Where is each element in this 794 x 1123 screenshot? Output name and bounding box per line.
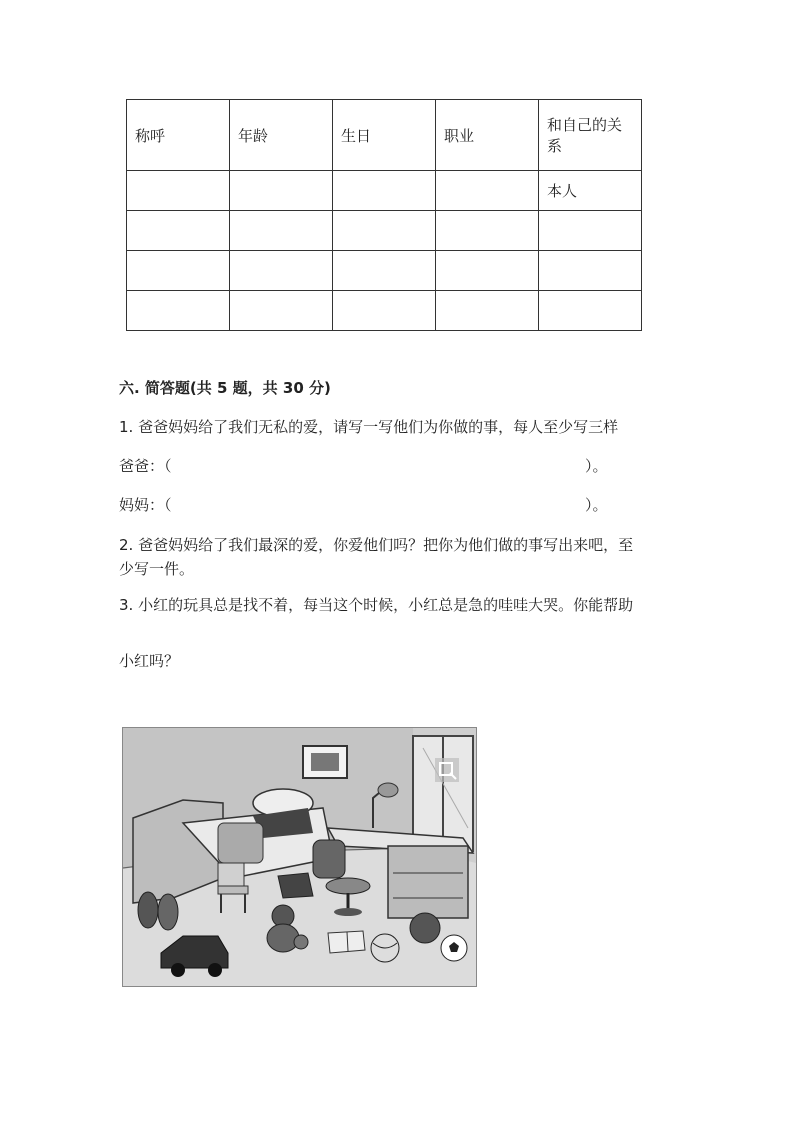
table-row	[127, 251, 642, 291]
question-3-line-2: 小红吗？	[119, 652, 180, 670]
question-3-line-1: 3. 小红的玩具总是找不着，每当这个时候，小红总是急的哇哇大哭。你能帮助	[119, 596, 634, 614]
question-2-line-2: 少写一件。	[119, 560, 195, 578]
header-cell: 职业	[436, 100, 539, 171]
table-cell[interactable]	[436, 211, 539, 251]
table-cell[interactable]	[230, 171, 333, 211]
question-1-text: 1. 爸爸妈妈给了我们无私的爱，请写一写他们为你做的事，每人至少写三样	[119, 418, 619, 436]
dad-answer-close: ）。	[585, 457, 608, 475]
table-row	[127, 291, 642, 331]
messy-room-illustration	[122, 727, 477, 987]
table-cell[interactable]	[436, 291, 539, 331]
table-row	[127, 171, 642, 211]
mom-answer-close: ）。	[585, 496, 608, 514]
table-cell[interactable]	[436, 171, 539, 211]
table-cell[interactable]	[333, 291, 436, 331]
zoom-icon[interactable]	[435, 758, 459, 782]
table-cell[interactable]	[539, 291, 642, 331]
question-2-line-1: 2. 爸爸妈妈给了我们最深的爱，你爱他们吗？把你为他们做的事写出来吧，至	[119, 536, 634, 554]
table-cell[interactable]	[539, 211, 642, 251]
header-cell: 称呼	[127, 100, 230, 171]
table-cell[interactable]	[539, 251, 642, 291]
table-cell[interactable]	[230, 211, 333, 251]
header-cell: 生日	[333, 100, 436, 171]
table-cell: 本人	[539, 171, 642, 211]
table-header-row	[127, 100, 642, 171]
window-icon	[413, 736, 473, 851]
table-cell[interactable]	[127, 251, 230, 291]
family-info-table	[126, 99, 642, 331]
table-cell[interactable]	[230, 251, 333, 291]
table-cell[interactable]	[127, 291, 230, 331]
section-title: 六. 简答题(共 5 题，共 30 分)	[119, 379, 331, 397]
dad-answer-label: 爸爸：（	[119, 457, 172, 475]
table-cell[interactable]	[230, 291, 333, 331]
mom-answer-label: 妈妈：（	[119, 496, 172, 514]
picture-frame-icon	[303, 746, 347, 778]
messy-room-drawing	[123, 728, 476, 986]
table-cell[interactable]	[127, 171, 230, 211]
table-cell[interactable]	[333, 251, 436, 291]
table-cell[interactable]	[333, 211, 436, 251]
header-cell: 和自己的关系	[539, 100, 642, 171]
table-cell[interactable]	[436, 251, 539, 291]
table-cell[interactable]	[333, 171, 436, 211]
table-cell[interactable]	[127, 211, 230, 251]
table-row	[127, 211, 642, 251]
header-cell: 年龄	[230, 100, 333, 171]
